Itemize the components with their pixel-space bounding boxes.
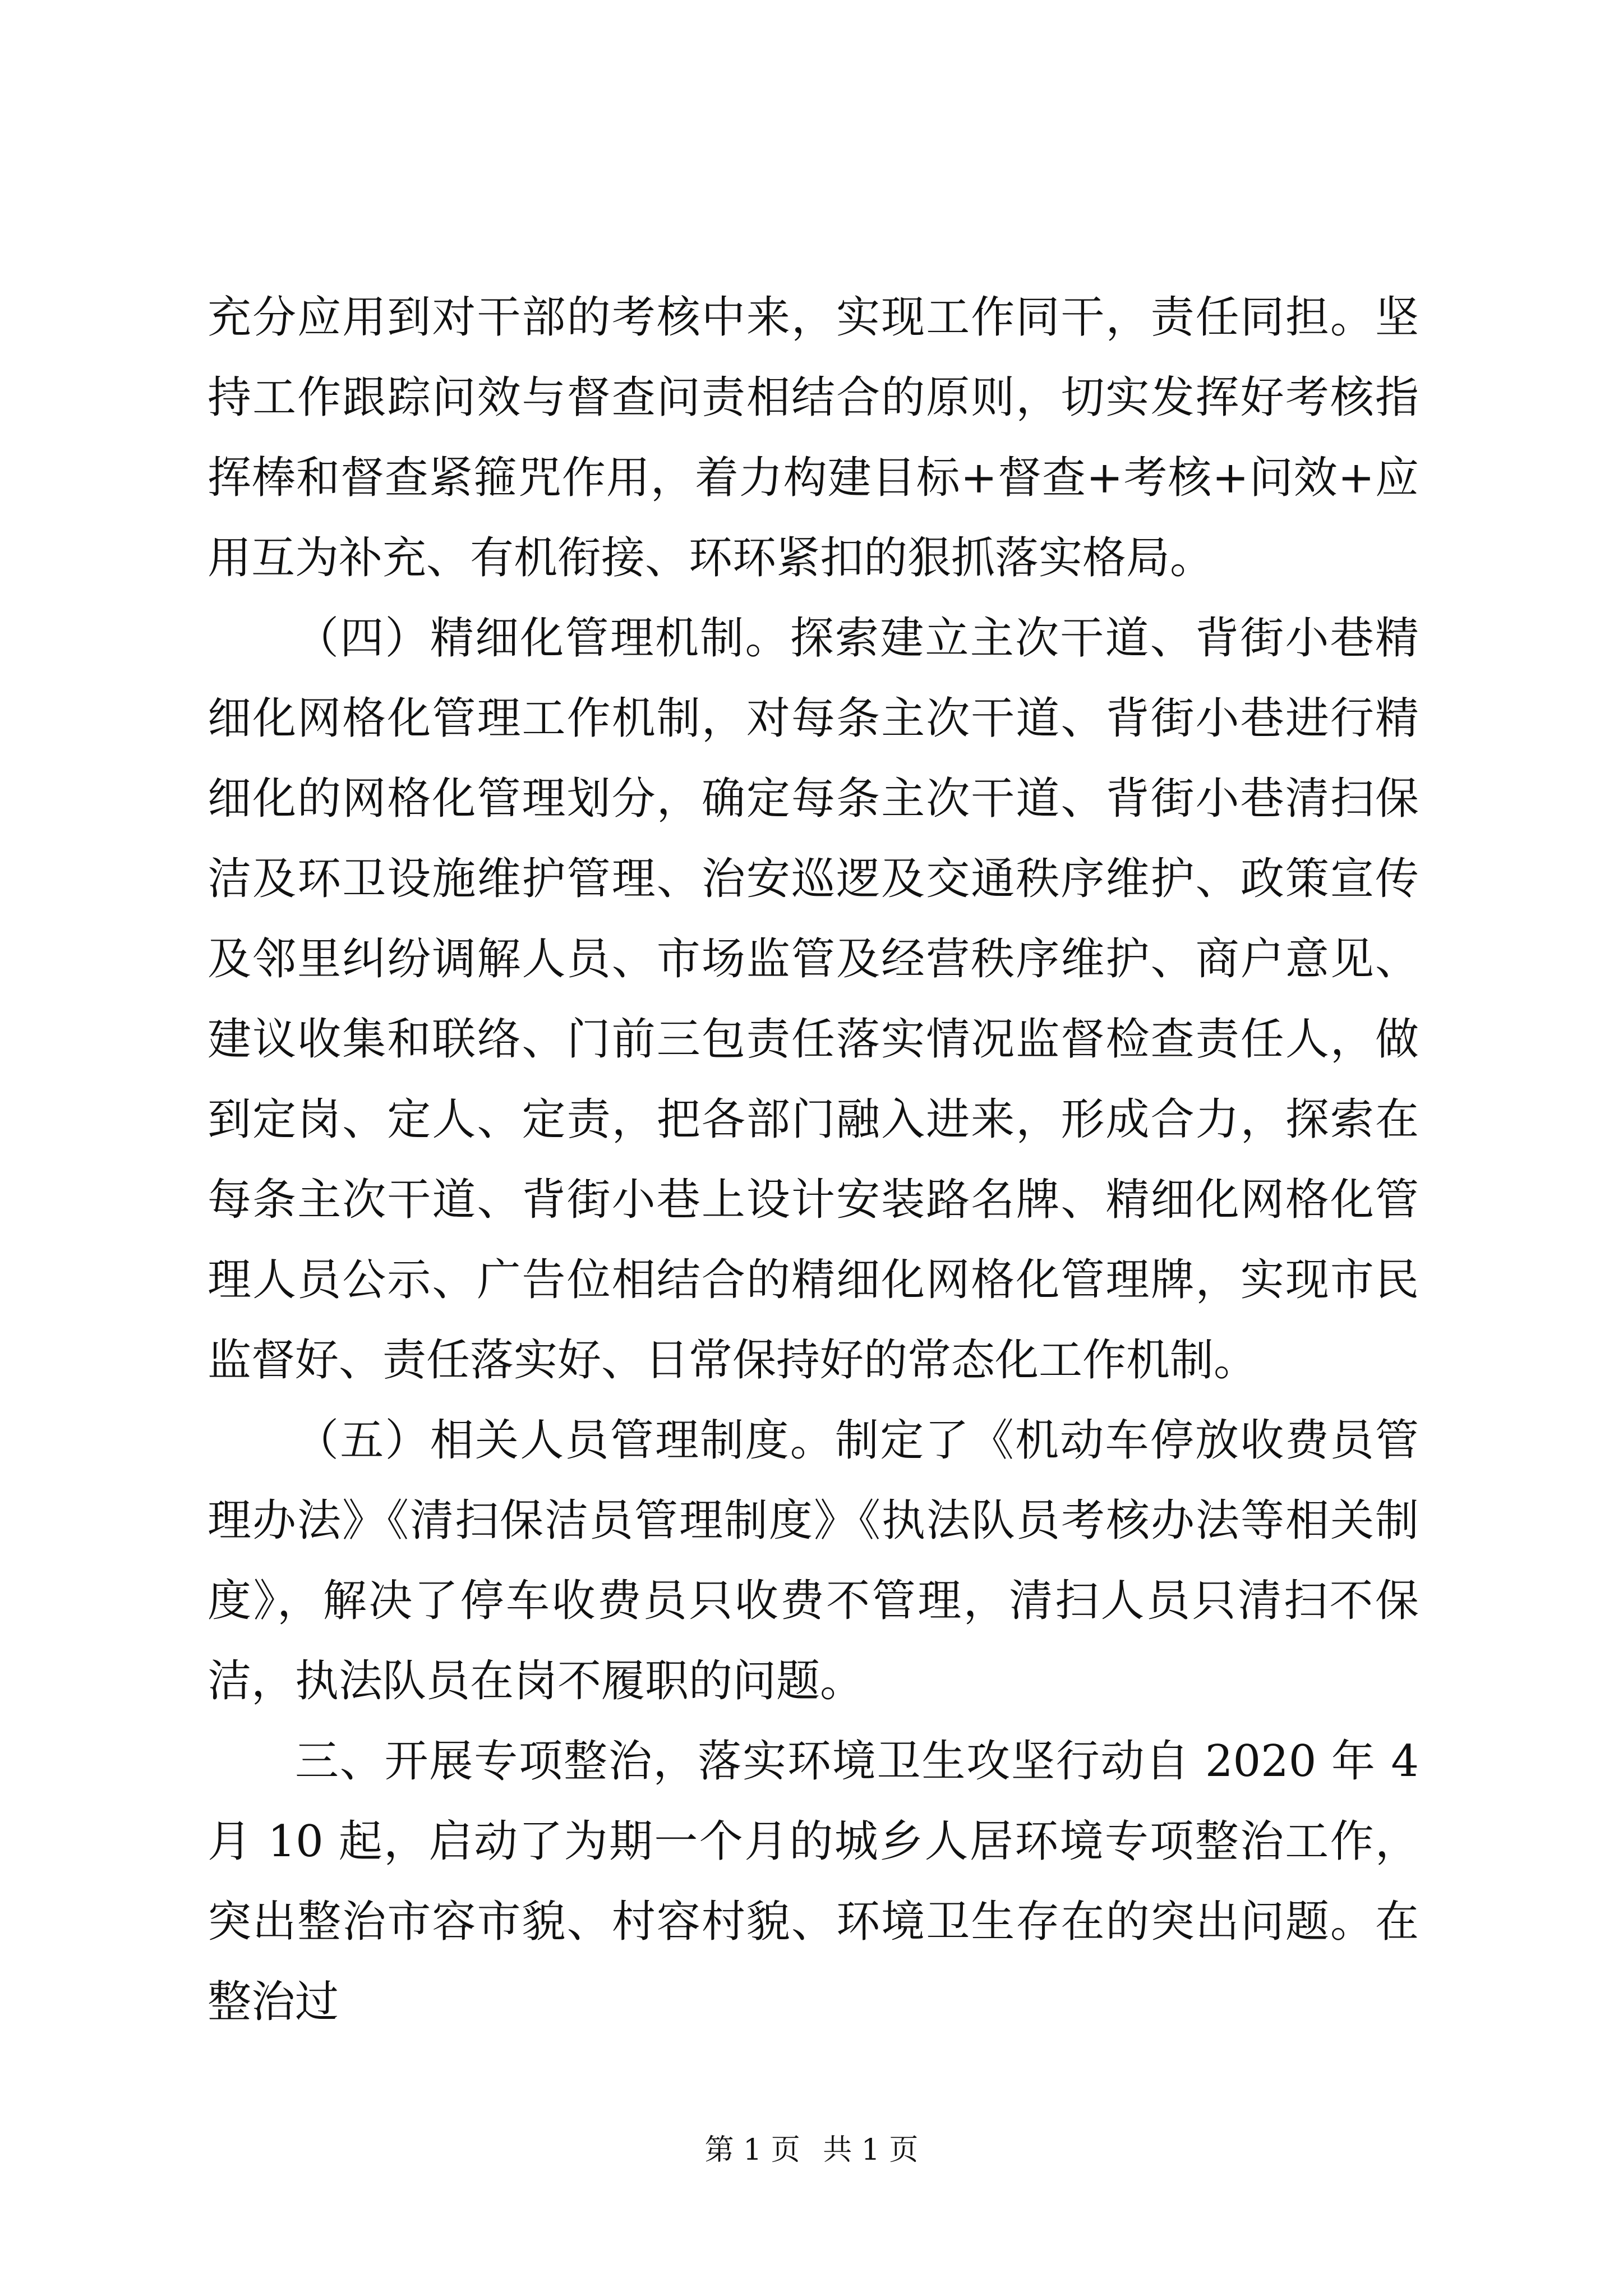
paragraph-2: （四）精细化管理机制。探索建立主次干道、背街小巷精细化网格化管理工作机制，对每条主次干道、背街小巷进行精细化的网格化管理划分，确定每条主次干道、背街小巷清扫保洁及环卫设施维护管理、治安巡逻及交通秩序维护、政策宣传及邻里纠纷调解人员、市场监管及经营秩序维护、商户意见、建议收集和联络、门前三包责任落实情况监督检查责任人，做到定岗、定人、定责，把各部门融入进来，形成合力，探索在每条主次干道、背街小巷上设计安装路名牌、精细化网格化管理人员公示、广告位相结合的精细化网格化管理牌，实现市民监督好、责任落实好、日常保持好的常态化工作机制。	[208, 613, 1419, 1386]
page-footer	[0, 2126, 1623, 2168]
paragraph-1: 充分应用到对干部的考核中来，实现工作同干，责任同担。坚持工作跟踪问效与督查问责相结合的原则，切实发挥好考核指挥棒和督查紧箍咒作用，着力构建目标+督查+考核+问效+应用互为补充、有机衔接、环环紧扣的狠抓落实格局。	[208, 292, 1419, 583]
paragraph-3: （五）相关人员管理制度。制定了《机动车停放收费员管理办法》《清扫保洁员管理制度》《执法队员考核办法等相关制度》，解决了停车收费员只收费不管理，清扫人员只清扫不保洁，执法队员在岗不履职的问题。	[208, 1415, 1419, 1706]
page-number: 第 1 页	[704, 2133, 800, 2167]
page-total: 共 1 页	[823, 2133, 919, 2167]
paragraph-4: 三、开展专项整治，落实环境卫生攻坚行动自 2020 年 4 月 10 起，启动了为期一个月的城乡人居环境专项整治工作，突出整治市容市貌、村容村貌、环境卫生存在的突出问题。在整治过	[208, 1736, 1419, 2027]
document-body	[208, 278, 1419, 2042]
